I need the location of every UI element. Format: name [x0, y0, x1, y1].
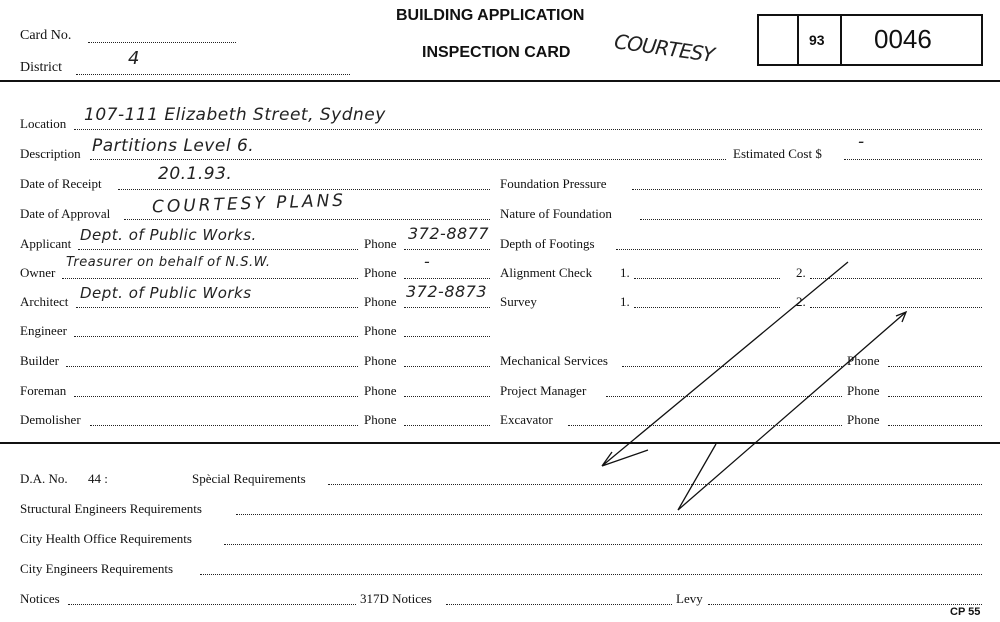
- engineer-label: Engineer: [20, 323, 67, 338]
- form-title: BUILDING APPLICATION: [396, 7, 585, 24]
- survey-n2: 2.: [796, 294, 806, 309]
- special-requirements-label: Spècial Requirements: [192, 471, 306, 486]
- notices-317d-label: 317D Notices: [360, 591, 432, 606]
- depth-of-footings-label: Depth of Footings: [500, 236, 595, 251]
- district-value: 4: [128, 48, 140, 69]
- cancel-stroke-1: [602, 262, 848, 466]
- mechanical-services-phone-label: Phone: [847, 353, 880, 368]
- engineer-phone-label: Phone: [364, 323, 397, 338]
- date-of-receipt-value: 20.1.93.: [158, 164, 233, 184]
- excavator-phone-label: Phone: [847, 412, 880, 427]
- foundation-pressure-label: Foundation Pressure: [500, 176, 607, 191]
- applicant-value: Dept. of Public Works.: [80, 226, 257, 244]
- applicant-label: Applicant: [20, 236, 72, 251]
- excavator-label: Excavator: [500, 412, 553, 427]
- demolisher-phone-label: Phone: [364, 412, 397, 427]
- foreman-label: Foreman: [20, 383, 67, 398]
- architect-label: Architect: [20, 294, 69, 309]
- health-requirements-label: City Health Office Requirements: [20, 531, 192, 546]
- nature-of-foundation-label: Nature of Foundation: [500, 206, 612, 221]
- owner-value: Treasurer on behalf of N.S.W.: [66, 255, 271, 270]
- levy-label: Levy: [676, 591, 703, 606]
- form-subtitle: INSPECTION CARD: [422, 44, 571, 61]
- applicant-phone-value: 372-8877: [408, 224, 490, 243]
- demolisher-label: Demolisher: [20, 412, 81, 427]
- description-value: Partitions Level 6.: [92, 136, 255, 156]
- description-label: Description: [20, 146, 81, 161]
- structural-requirements-label: Structural Engineers Requirements: [20, 501, 202, 516]
- survey-n1: 1.: [620, 294, 630, 309]
- date-of-approval-value: COURTESY PLANS: [151, 190, 347, 218]
- da-no-value: 44 :: [88, 471, 108, 486]
- form-code: CP 55: [950, 606, 981, 618]
- alignment-check-label: Alignment Check: [500, 265, 593, 280]
- owner-phone-value: -: [424, 252, 431, 271]
- notices-label: Notices: [20, 591, 60, 606]
- architect-value: Dept. of Public Works: [80, 284, 252, 302]
- foreman-phone-label: Phone: [364, 383, 397, 398]
- architect-phone-label: Phone: [364, 294, 397, 309]
- estimated-cost-label: Estimated Cost $: [733, 146, 822, 161]
- survey-label: Survey: [500, 294, 537, 309]
- architect-phone-value: 372-8873: [406, 282, 488, 301]
- cancel-stroke-2: [678, 312, 906, 510]
- engineers-requirements-label: City Engineers Requirements: [20, 561, 174, 576]
- location-value: 107-111 Elizabeth Street, Sydney: [84, 105, 386, 125]
- card-year: 93: [809, 32, 825, 48]
- alignment-check-n2: 2.: [796, 265, 806, 280]
- card-no-label: Card No.: [20, 28, 72, 43]
- alignment-check-n1: 1.: [620, 265, 630, 280]
- date-of-approval-label: Date of Approval: [20, 206, 111, 221]
- builder-phone-label: Phone: [364, 353, 397, 368]
- da-no-label: D.A. No.: [20, 471, 68, 486]
- project-manager-label: Project Manager: [500, 383, 587, 398]
- applicant-phone-label: Phone: [364, 236, 397, 251]
- card-number: 0046: [874, 24, 932, 54]
- project-manager-phone-label: Phone: [847, 383, 880, 398]
- mechanical-services-label: Mechanical Services: [500, 353, 608, 368]
- date-of-receipt-label: Date of Receipt: [20, 176, 102, 191]
- estimated-cost-value: -: [858, 132, 865, 152]
- courtesy-scrawl: COURTESY: [612, 29, 716, 67]
- owner-label: Owner: [20, 265, 56, 280]
- builder-label: Builder: [20, 353, 59, 368]
- district-label: District: [20, 60, 62, 75]
- owner-phone-label: Phone: [364, 265, 397, 280]
- location-label: Location: [20, 116, 67, 131]
